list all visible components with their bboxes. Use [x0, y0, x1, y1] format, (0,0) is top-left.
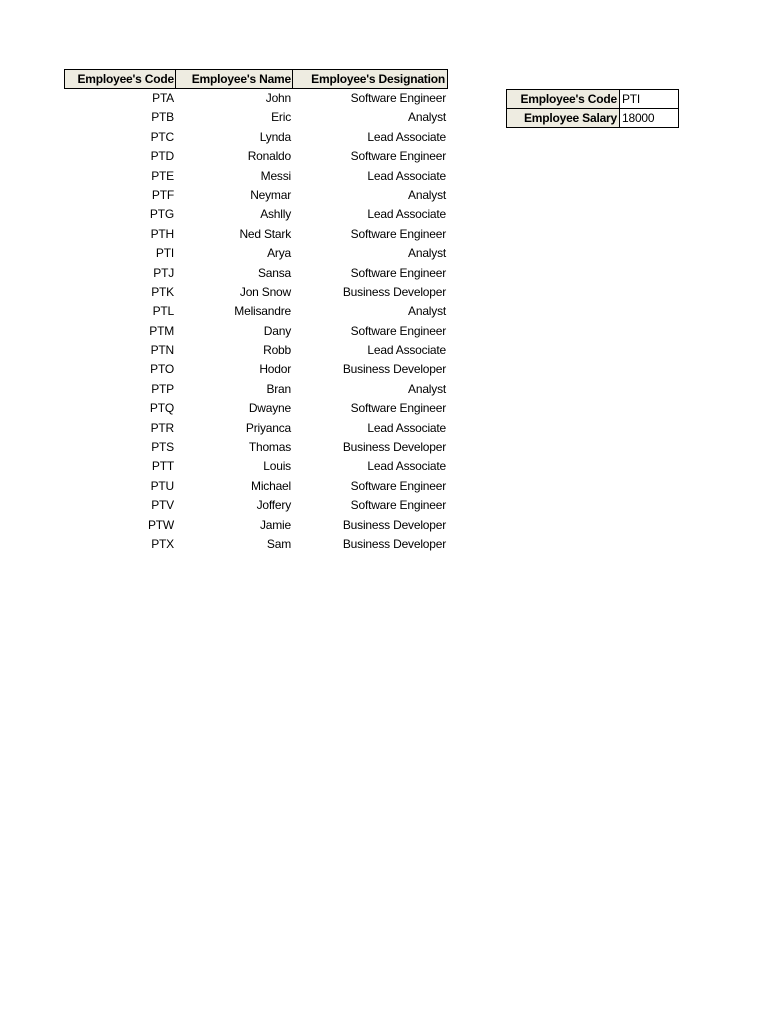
employee-designation-cell[interactable]: Analyst — [408, 246, 446, 261]
table-row — [0, 477, 460, 496]
table-row — [0, 496, 460, 515]
employee-name-cell[interactable]: Priyanca — [245, 420, 291, 435]
employee-code-cell[interactable]: PTS — [151, 440, 174, 455]
employee-designation-cell[interactable]: Software Engineer — [350, 226, 446, 241]
employee-table-body — [0, 89, 460, 554]
employee-code-cell[interactable]: PTD — [150, 149, 174, 164]
employee-designation-cell[interactable]: Analyst — [408, 110, 446, 125]
lookup-salary-value[interactable]: 18000 — [619, 108, 679, 128]
table-row — [0, 419, 460, 438]
employee-code-cell[interactable]: PTO — [150, 362, 174, 377]
table-row — [0, 225, 460, 244]
table-row — [0, 516, 460, 535]
employee-code-cell[interactable]: PTG — [149, 207, 174, 222]
employee-designation-cell[interactable]: Lead Associate — [367, 207, 446, 222]
table-row — [0, 322, 460, 341]
employee-name-cell[interactable]: Dwayne — [248, 401, 291, 416]
table-row — [0, 128, 460, 147]
table-row — [0, 535, 460, 554]
table-row — [0, 283, 460, 302]
header-employee-designation[interactable]: Employee's Designation — [292, 69, 448, 89]
employee-code-cell[interactable]: PTT — [151, 459, 174, 474]
header-employee-code[interactable]: Employee's Code — [64, 69, 176, 89]
employee-code-cell[interactable]: PTH — [150, 226, 174, 241]
employee-code-cell[interactable]: PTJ — [153, 265, 174, 280]
employee-designation-cell[interactable]: Software Engineer — [350, 149, 446, 164]
employee-designation-cell[interactable]: Software Engineer — [350, 265, 446, 280]
employee-name-cell[interactable]: Sansa — [257, 265, 291, 280]
employee-designation-cell[interactable]: Business Developer — [342, 517, 446, 532]
table-row — [0, 302, 460, 321]
table-row — [0, 438, 460, 457]
employee-designation-cell[interactable]: Business Developer — [342, 362, 446, 377]
employee-name-cell[interactable]: Michael — [251, 478, 291, 493]
employee-name-cell[interactable]: Hodor — [259, 362, 291, 377]
table-row — [0, 341, 460, 360]
employee-designation-cell[interactable]: Software Engineer — [350, 91, 446, 105]
employee-name-cell[interactable]: Messi — [260, 168, 291, 183]
employee-name-cell[interactable]: Jon Snow — [239, 284, 291, 299]
employee-code-cell[interactable]: PTR — [150, 420, 174, 435]
employee-name-cell[interactable]: Ashlly — [260, 207, 291, 222]
employee-code-cell[interactable]: PTK — [151, 284, 174, 299]
employee-designation-cell[interactable]: Analyst — [408, 304, 446, 319]
employee-name-cell[interactable]: Dany — [263, 323, 291, 338]
employee-code-cell[interactable]: PTV — [151, 498, 174, 513]
employee-name-cell[interactable]: Arya — [267, 246, 291, 261]
lookup-code-input[interactable]: PTI — [619, 89, 679, 109]
employee-designation-cell[interactable]: Analyst — [408, 187, 446, 202]
employee-name-cell[interactable]: Sam — [266, 536, 291, 551]
employee-designation-cell[interactable]: Lead Associate — [367, 459, 446, 474]
table-row — [0, 147, 460, 166]
employee-designation-cell[interactable]: Software Engineer — [350, 401, 446, 416]
employee-designation-cell[interactable]: Software Engineer — [350, 323, 446, 338]
employee-designation-cell[interactable]: Business Developer — [342, 440, 446, 455]
table-row — [0, 399, 460, 418]
employee-name-cell[interactable]: Jamie — [259, 517, 291, 532]
employee-code-cell[interactable]: PTM — [149, 323, 174, 338]
employee-name-cell[interactable]: Bran — [266, 381, 291, 396]
table-row — [0, 380, 460, 399]
employee-name-cell[interactable]: John — [265, 91, 291, 105]
lookup-code-label[interactable]: Employee's Code — [506, 89, 620, 109]
employee-name-cell[interactable]: Neymar — [250, 187, 291, 202]
table-row — [0, 186, 460, 205]
employee-code-cell[interactable]: PTC — [150, 129, 174, 144]
employee-name-cell[interactable]: Louis — [263, 459, 291, 474]
table-row — [0, 89, 460, 108]
employee-name-cell[interactable]: Robb — [263, 343, 291, 358]
employee-designation-cell[interactable]: Analyst — [408, 381, 446, 396]
employee-designation-cell[interactable]: Software Engineer — [350, 498, 446, 513]
employee-designation-cell[interactable]: Software Engineer — [350, 478, 446, 493]
table-row — [0, 264, 460, 283]
header-employee-name[interactable]: Employee's Name — [175, 69, 293, 89]
table-row — [0, 244, 460, 263]
employee-designation-cell[interactable]: Lead Associate — [367, 168, 446, 183]
lookup-salary-label[interactable]: Employee Salary — [506, 108, 620, 128]
employee-designation-cell[interactable]: Lead Associate — [367, 129, 446, 144]
table-row — [0, 205, 460, 224]
employee-code-cell[interactable]: PTW — [147, 517, 174, 532]
employee-code-cell[interactable]: PTP — [151, 381, 174, 396]
table-row — [0, 457, 460, 476]
employee-designation-cell[interactable]: Lead Associate — [367, 343, 446, 358]
employee-code-cell[interactable]: PTL — [152, 304, 174, 319]
employee-code-cell[interactable]: PTU — [150, 478, 174, 493]
employee-designation-cell[interactable]: Lead Associate — [367, 420, 446, 435]
table-row — [0, 167, 460, 186]
employee-name-cell[interactable]: Thomas — [248, 440, 291, 455]
employee-code-cell[interactable]: PTX — [151, 536, 174, 551]
table-row — [0, 360, 460, 379]
employee-designation-cell[interactable]: Business Developer — [342, 284, 446, 299]
table-row — [0, 108, 460, 127]
employee-name-cell[interactable]: Ronaldo — [247, 149, 291, 164]
employee-code-cell[interactable]: PTN — [150, 343, 174, 358]
employee-code-cell[interactable]: PTF — [151, 187, 174, 202]
employee-code-cell[interactable]: PTI — [155, 246, 174, 261]
employee-name-cell[interactable]: Eric — [271, 110, 291, 125]
employee-code-cell[interactable]: PTE — [151, 168, 174, 183]
employee-code-cell[interactable]: PTA — [152, 91, 174, 105]
employee-designation-cell[interactable]: Business Developer — [342, 536, 446, 551]
employee-name-cell[interactable]: Lynda — [259, 129, 291, 144]
employee-name-cell[interactable]: Melisandre — [234, 304, 291, 319]
employee-code-cell[interactable]: PTQ — [149, 401, 174, 416]
employee-code-cell[interactable]: PTB — [151, 110, 174, 125]
employee-name-cell[interactable]: Joffery — [256, 498, 291, 513]
employee-name-cell[interactable]: Ned Stark — [239, 226, 291, 241]
